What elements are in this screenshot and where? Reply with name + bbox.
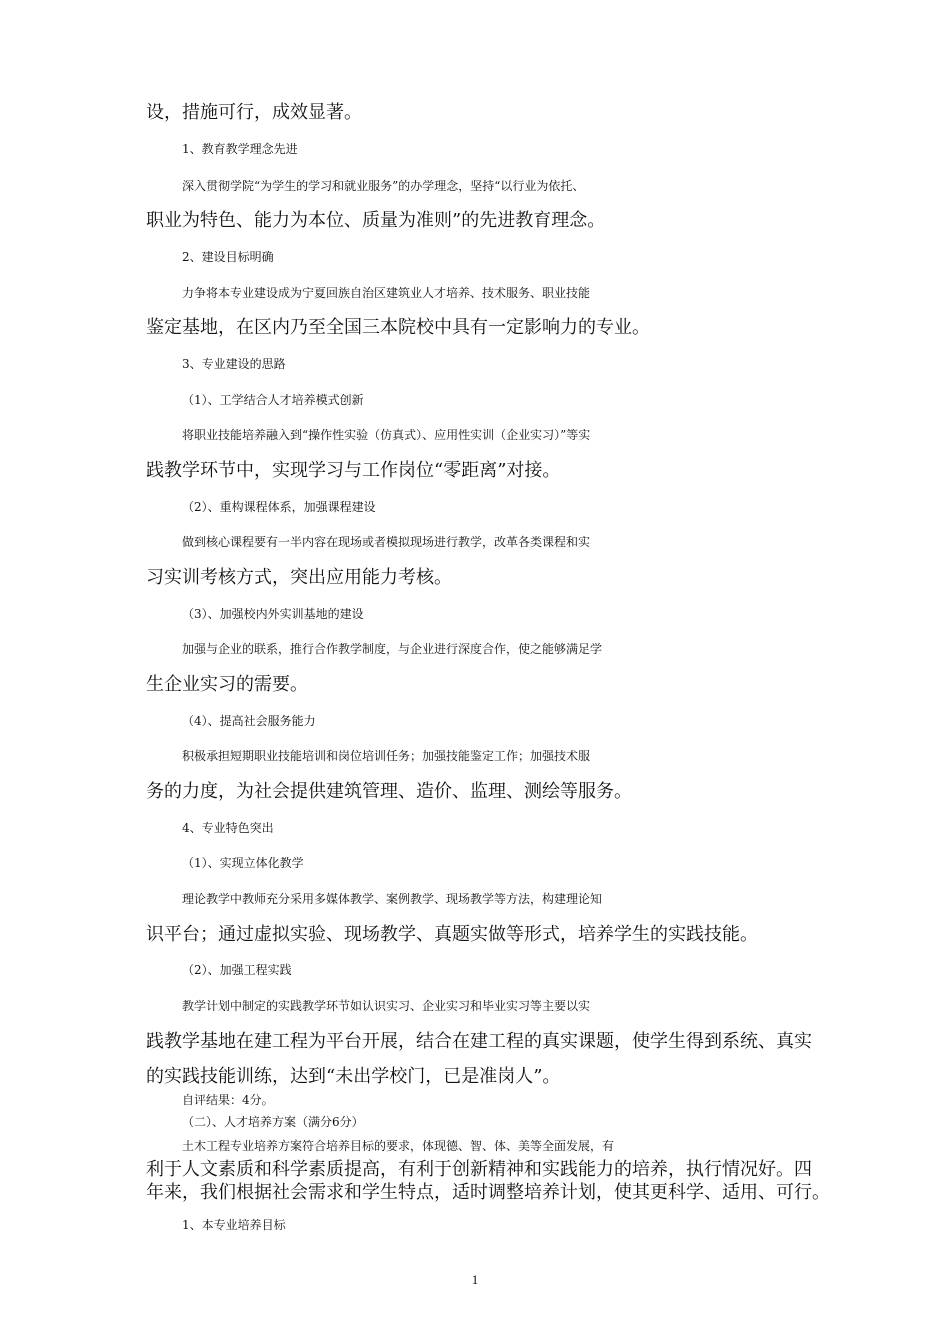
subsection-heading: （1）、实现立体化教学: [182, 856, 304, 870]
section-heading: 4、专业特色突出: [182, 821, 274, 835]
text-line: 鉴定基地，在区内乃至全国三本院校中具有一定影响力的专业。: [146, 317, 650, 338]
subsection-heading: （1）、工学结合人才培养模式创新: [182, 393, 364, 407]
section-heading: （二）、人才培养方案（满分6分）: [182, 1115, 364, 1129]
text-line: 的实践技能训练，达到“未出学校门，已是准岗人”。: [146, 1066, 561, 1087]
section-heading: 2、建设目标明确: [182, 250, 274, 264]
text-line: 利于人文素质和科学素质提高，有利于创新精神和实践能力的培养，执行情况好。四: [146, 1159, 812, 1180]
section-heading: 1、本专业培养目标: [182, 1218, 286, 1232]
section-heading: 3、专业建设的思路: [182, 357, 286, 371]
subsection-heading: （2）、加强工程实践: [182, 963, 292, 977]
text-line: 将职业技能培养融入到“操作性实验（仿真式）、应用性实训（企业实习）”等实: [182, 428, 591, 442]
text-line: 理论教学中教师充分采用多媒体教学、案例教学、现场教学等方法，构建理论知: [182, 892, 603, 906]
text-line: 土木工程专业培养方案符合培养目标的要求，体现德、智、体、美等全面发展，有: [182, 1139, 615, 1153]
text-line: 加强与企业的联系，推行合作教学制度，与企业进行深度合作，使之能够满足学: [182, 642, 603, 656]
text-line: 务的力度，为社会提供建筑管理、造价、监理、测绘等服务。: [146, 781, 632, 802]
text-line: 积极承担短期职业技能培训和岗位培训任务；加强技能鉴定工作；加强技术服: [182, 749, 591, 763]
subsection-heading: （3）、加强校内外实训基地的建设: [182, 607, 364, 621]
text-line: 践教学环节中，实现学习与工作岗位“零距离”对接。: [146, 460, 561, 481]
self-evaluation-result: 自评结果：4分。: [182, 1093, 274, 1107]
text-line: 职业为特色、能力为本位、质量为准则”的先进教育理念。: [146, 210, 606, 231]
text-line: 设，措施可行，成效显著。: [146, 102, 362, 123]
text-line: 年来，我们根据社会需求和学生特点，适时调整培养计划，使其更科学、适用、可行。: [146, 1182, 830, 1203]
text-line: 深入贯彻学院“为学生的学习和就业服务”的办学理念，坚持“以行业为依托、: [182, 179, 585, 193]
text-line: 识平台；通过虚拟实验、现场教学、真题实做等形式，培养学生的实践技能。: [146, 924, 758, 945]
text-line: 做到核心课程要有一半内容在现场或者模拟现场进行教学，改革各类课程和实: [182, 535, 591, 549]
text-line: 教学计划中制定的实践教学环节如认识实习、企业实习和毕业实习等主要以实: [182, 999, 591, 1013]
text-line: 力争将本专业建设成为宁夏回族自治区建筑业人才培养、技术服务、职业技能: [182, 286, 591, 300]
text-line: 践教学基地在建工程为平台开展，结合在建工程的真实课题，使学生得到系统、真实: [146, 1031, 812, 1052]
subsection-heading: （2）、重构课程体系，加强课程建设: [182, 500, 376, 514]
page-number: 1: [471, 1272, 479, 1287]
text-line: 习实训考核方式，突出应用能力考核。: [146, 567, 452, 588]
section-heading: 1、教育教学理念先进: [182, 142, 298, 156]
text-line: 生企业实习的需要。: [146, 674, 308, 695]
subsection-heading: （4）、提高社会服务能力: [182, 714, 316, 728]
